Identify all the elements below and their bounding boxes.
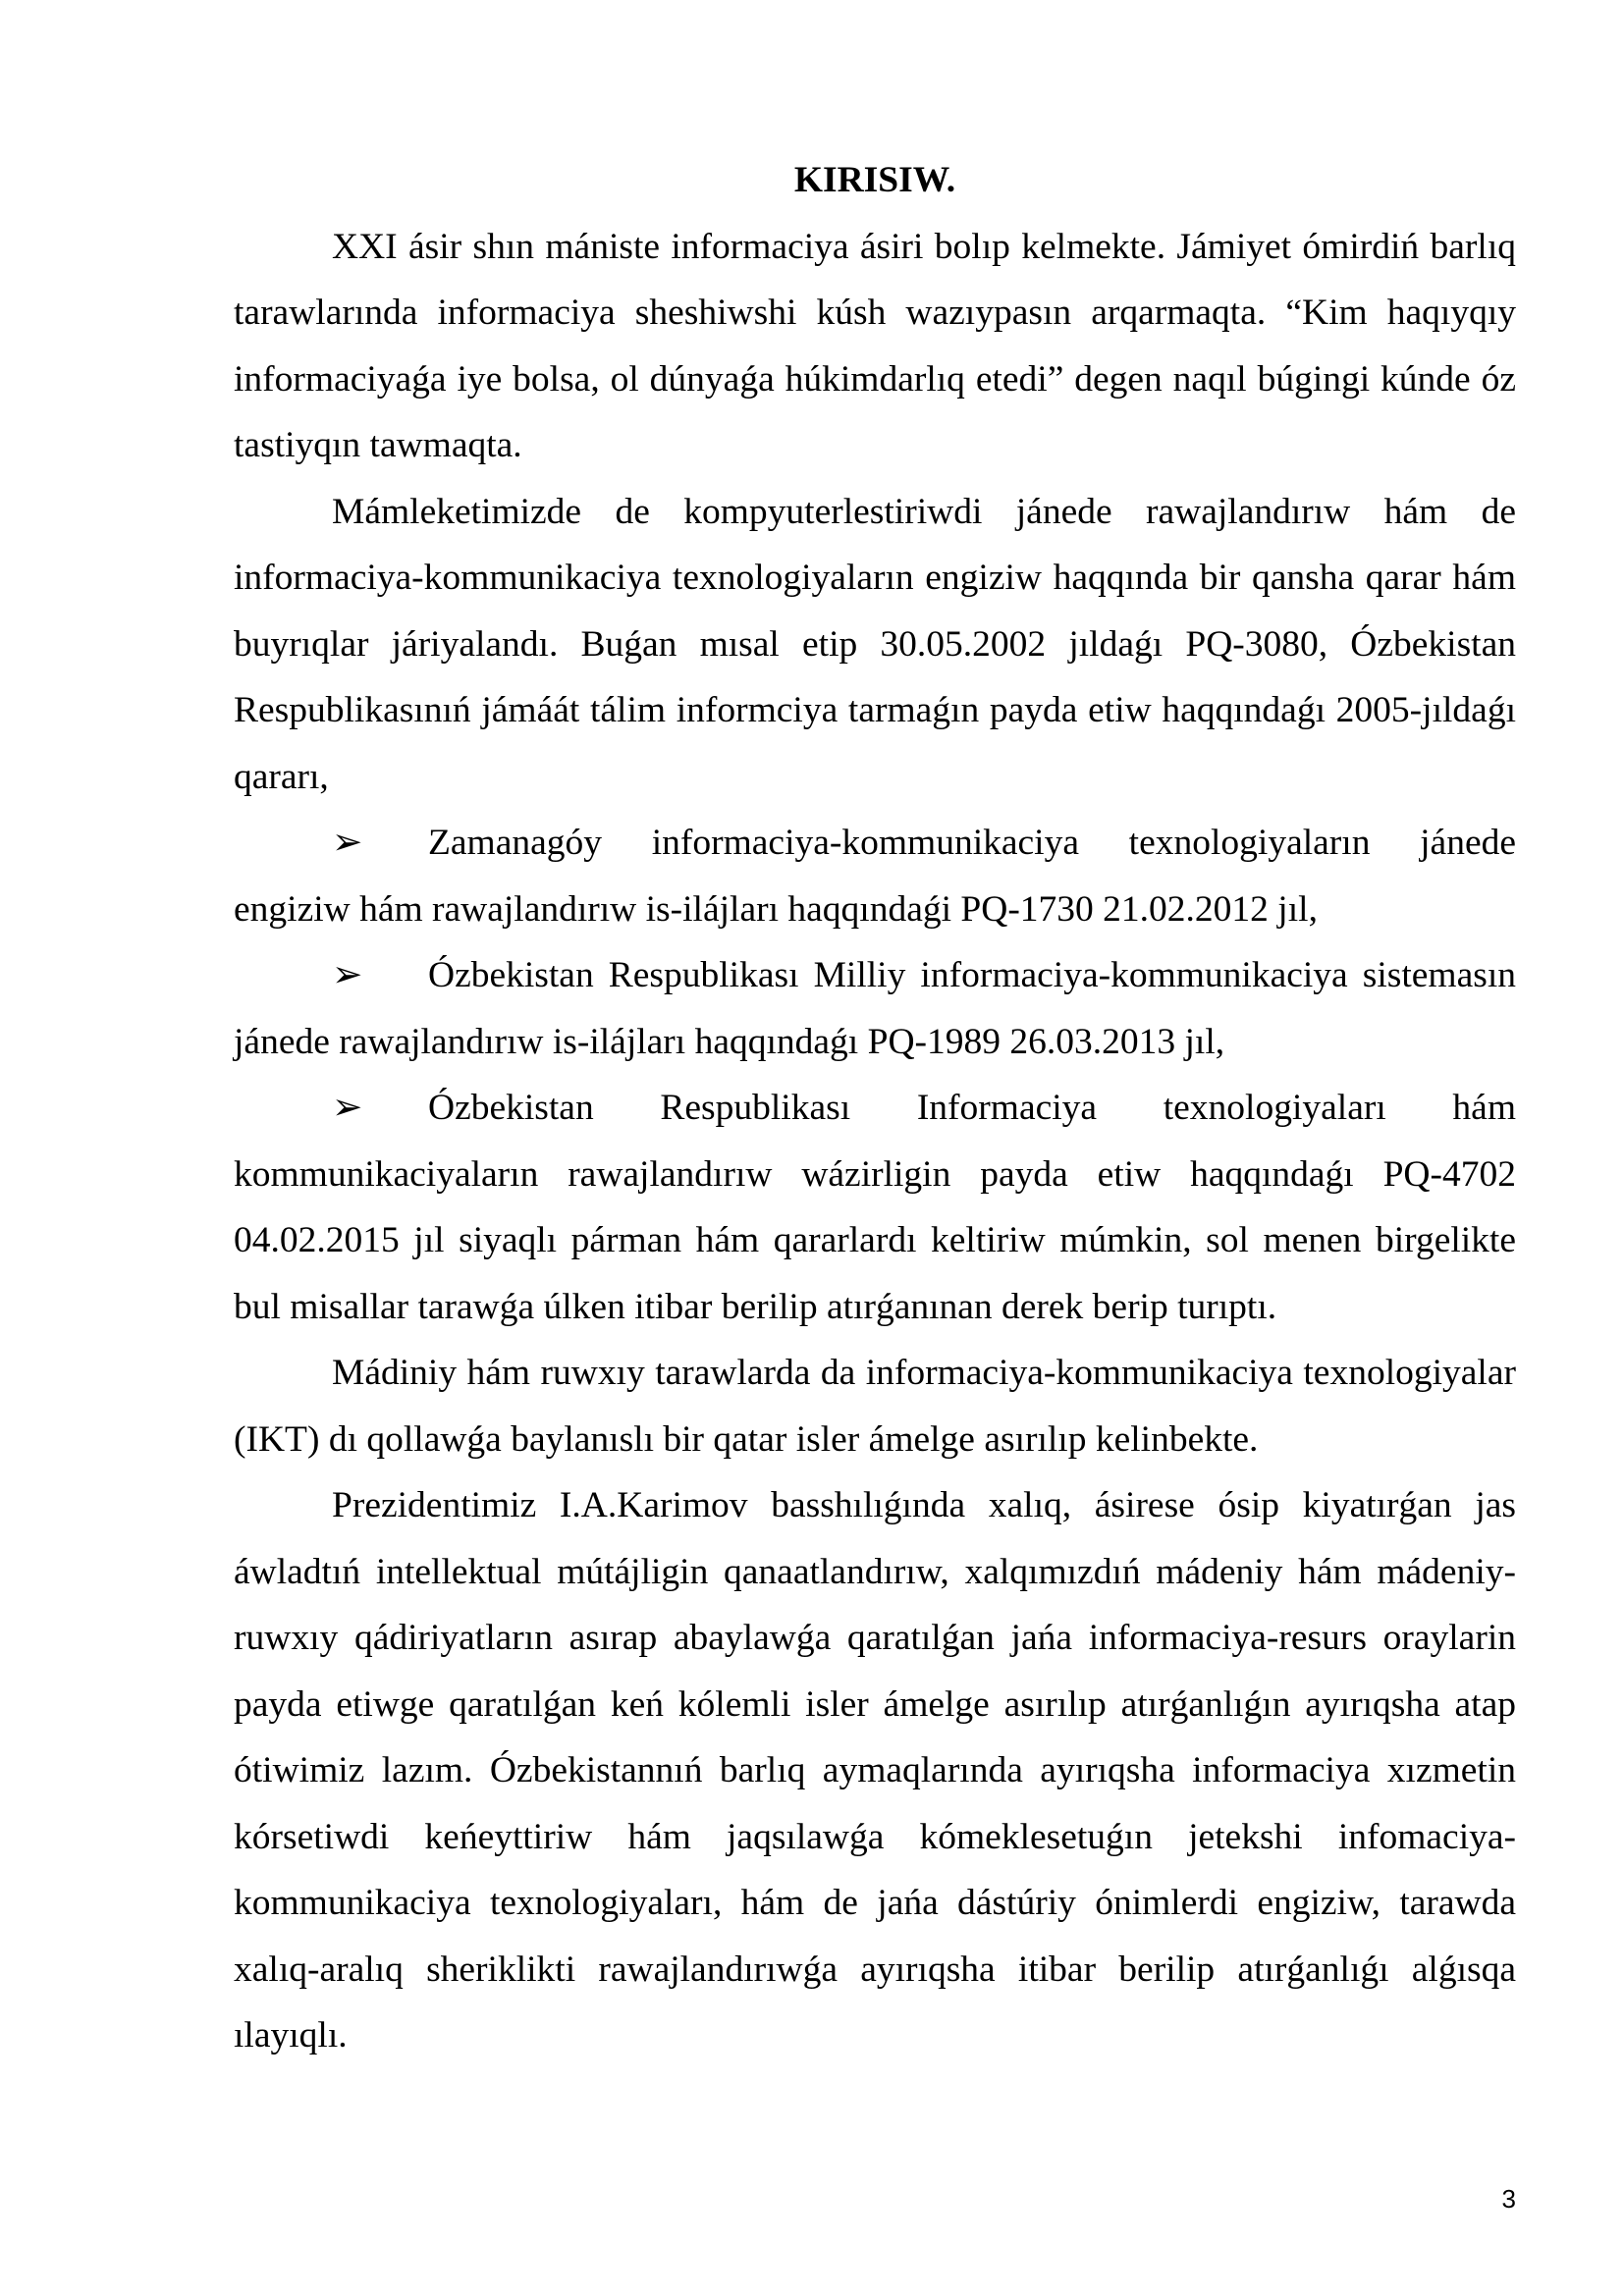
bullet-text: Ózbekistan Respublikası Informaciya texnologiyaları hám kommunikaciyaların rawajlandırıw wázirligin payda etiw haqqındaǵı PQ-4702 04.02.2015 jıl siyaqlı párman hám qararlardı keltiriw múmkin, sol menen birgelikte bul misallar tarawǵa úlken itibar berilip atırǵanınan derek berip turıptı. <box>234 1088 1516 1327</box>
paragraph-intro: XXI ásir shın mániste informaciya ásiri bolıp kelmekte. Jámiyet ómirdiń barlıq tarawlarında informaciya sheshiwshi kúsh wazıypasın arqarmaqta. “Kim haqıyqıy informaciyaǵa iye bolsa, ol dúnyaǵa húkimdarlıq etedi” degen naqıl búgingi kúnde óz tastiyqın tawmaqta. <box>234 226 1516 465</box>
page-number: 3 <box>1501 2184 1516 2214</box>
paragraph-president: Prezidentimiz I.A.Karimov basshılıǵında xalıq, ásirese ósip kiyatırǵan jas áwladtıń intellektual mútájligin qanaatlandırıw, xalqımızdıń mádeniy hám mádeniy-ruwxıy qádiriyatların asırap abaylawǵa qaratılǵan jańa informaciya-resurs oraylarin payda etiwge qaratılǵan keń kólemli isler ámelge asırılıp atırǵanlıǵın ayırıqsha atap ótiwimiz lazım. Ózbekistannıń barlıq aymaqlarında ayırıqsha informaciya xızmetin kórsetiwdi keńeyttiriw hám jaqsılawǵa kómeklesetuǵın jetekshi infomaciya-kommunikaciya texnologiyaları, hám de jańa dástúriy ónimlerdi engiziw, tarawda xalıq-aralıq sheriklikti rawajlandırıwǵa ayırıqsha itibar berilip atırǵanlıǵı alǵısqa ılayıqlı. <box>234 1485 1516 2056</box>
document-body <box>234 147 1516 2069</box>
bullet-item <box>234 810 1516 942</box>
bullet-item <box>234 942 1516 1075</box>
paragraph-culture: Mádiniy hám ruwxıy tarawlarda da informaciya-kommunikaciya texnologiyalar (IKT) dı qollawǵa baylanıslı bir qatar isler ámelge asırılıp kelinbekte. <box>234 1353 1516 1460</box>
bullet-item <box>234 1075 1516 1340</box>
arrow-bullet-icon: ➢ <box>332 823 363 863</box>
bullet-text: Zamanagóy informaciya-kommunikaciya texnologiyaların jánede engiziw hám rawajlandırıw is-ilájları haqqındaǵi PQ-1730 21.02.2012 jıl, <box>234 823 1516 930</box>
document-title: KIRISIW. <box>793 160 956 200</box>
arrow-bullet-icon: ➢ <box>332 1088 363 1128</box>
arrow-bullet-icon: ➢ <box>332 955 363 995</box>
paragraph-legislation: Mámleketimizde de kompyuterlestiriwdi jánede rawajlandırıw hám de informaciya-kommunikaciya texnologiyaların engiziw haqqında bir qansha qarar hám buyrıqlar járiyalandı. Buǵan mısal etip 30.05.2002 jıldaǵı PQ-3080, Ózbekistan Respublikasınıń jámáát tálim informciya tarmaǵın payda etiw haqqındaǵı 2005-jıldaǵı qararı, <box>234 491 1516 797</box>
bullet-text: Ózbekistan Respublikası Milliy informaciya-kommunikaciya sistemasın jánede rawajlandırıw is-ilájları haqqındaǵı PQ-1989 26.03.2013 jıl, <box>234 955 1516 1062</box>
